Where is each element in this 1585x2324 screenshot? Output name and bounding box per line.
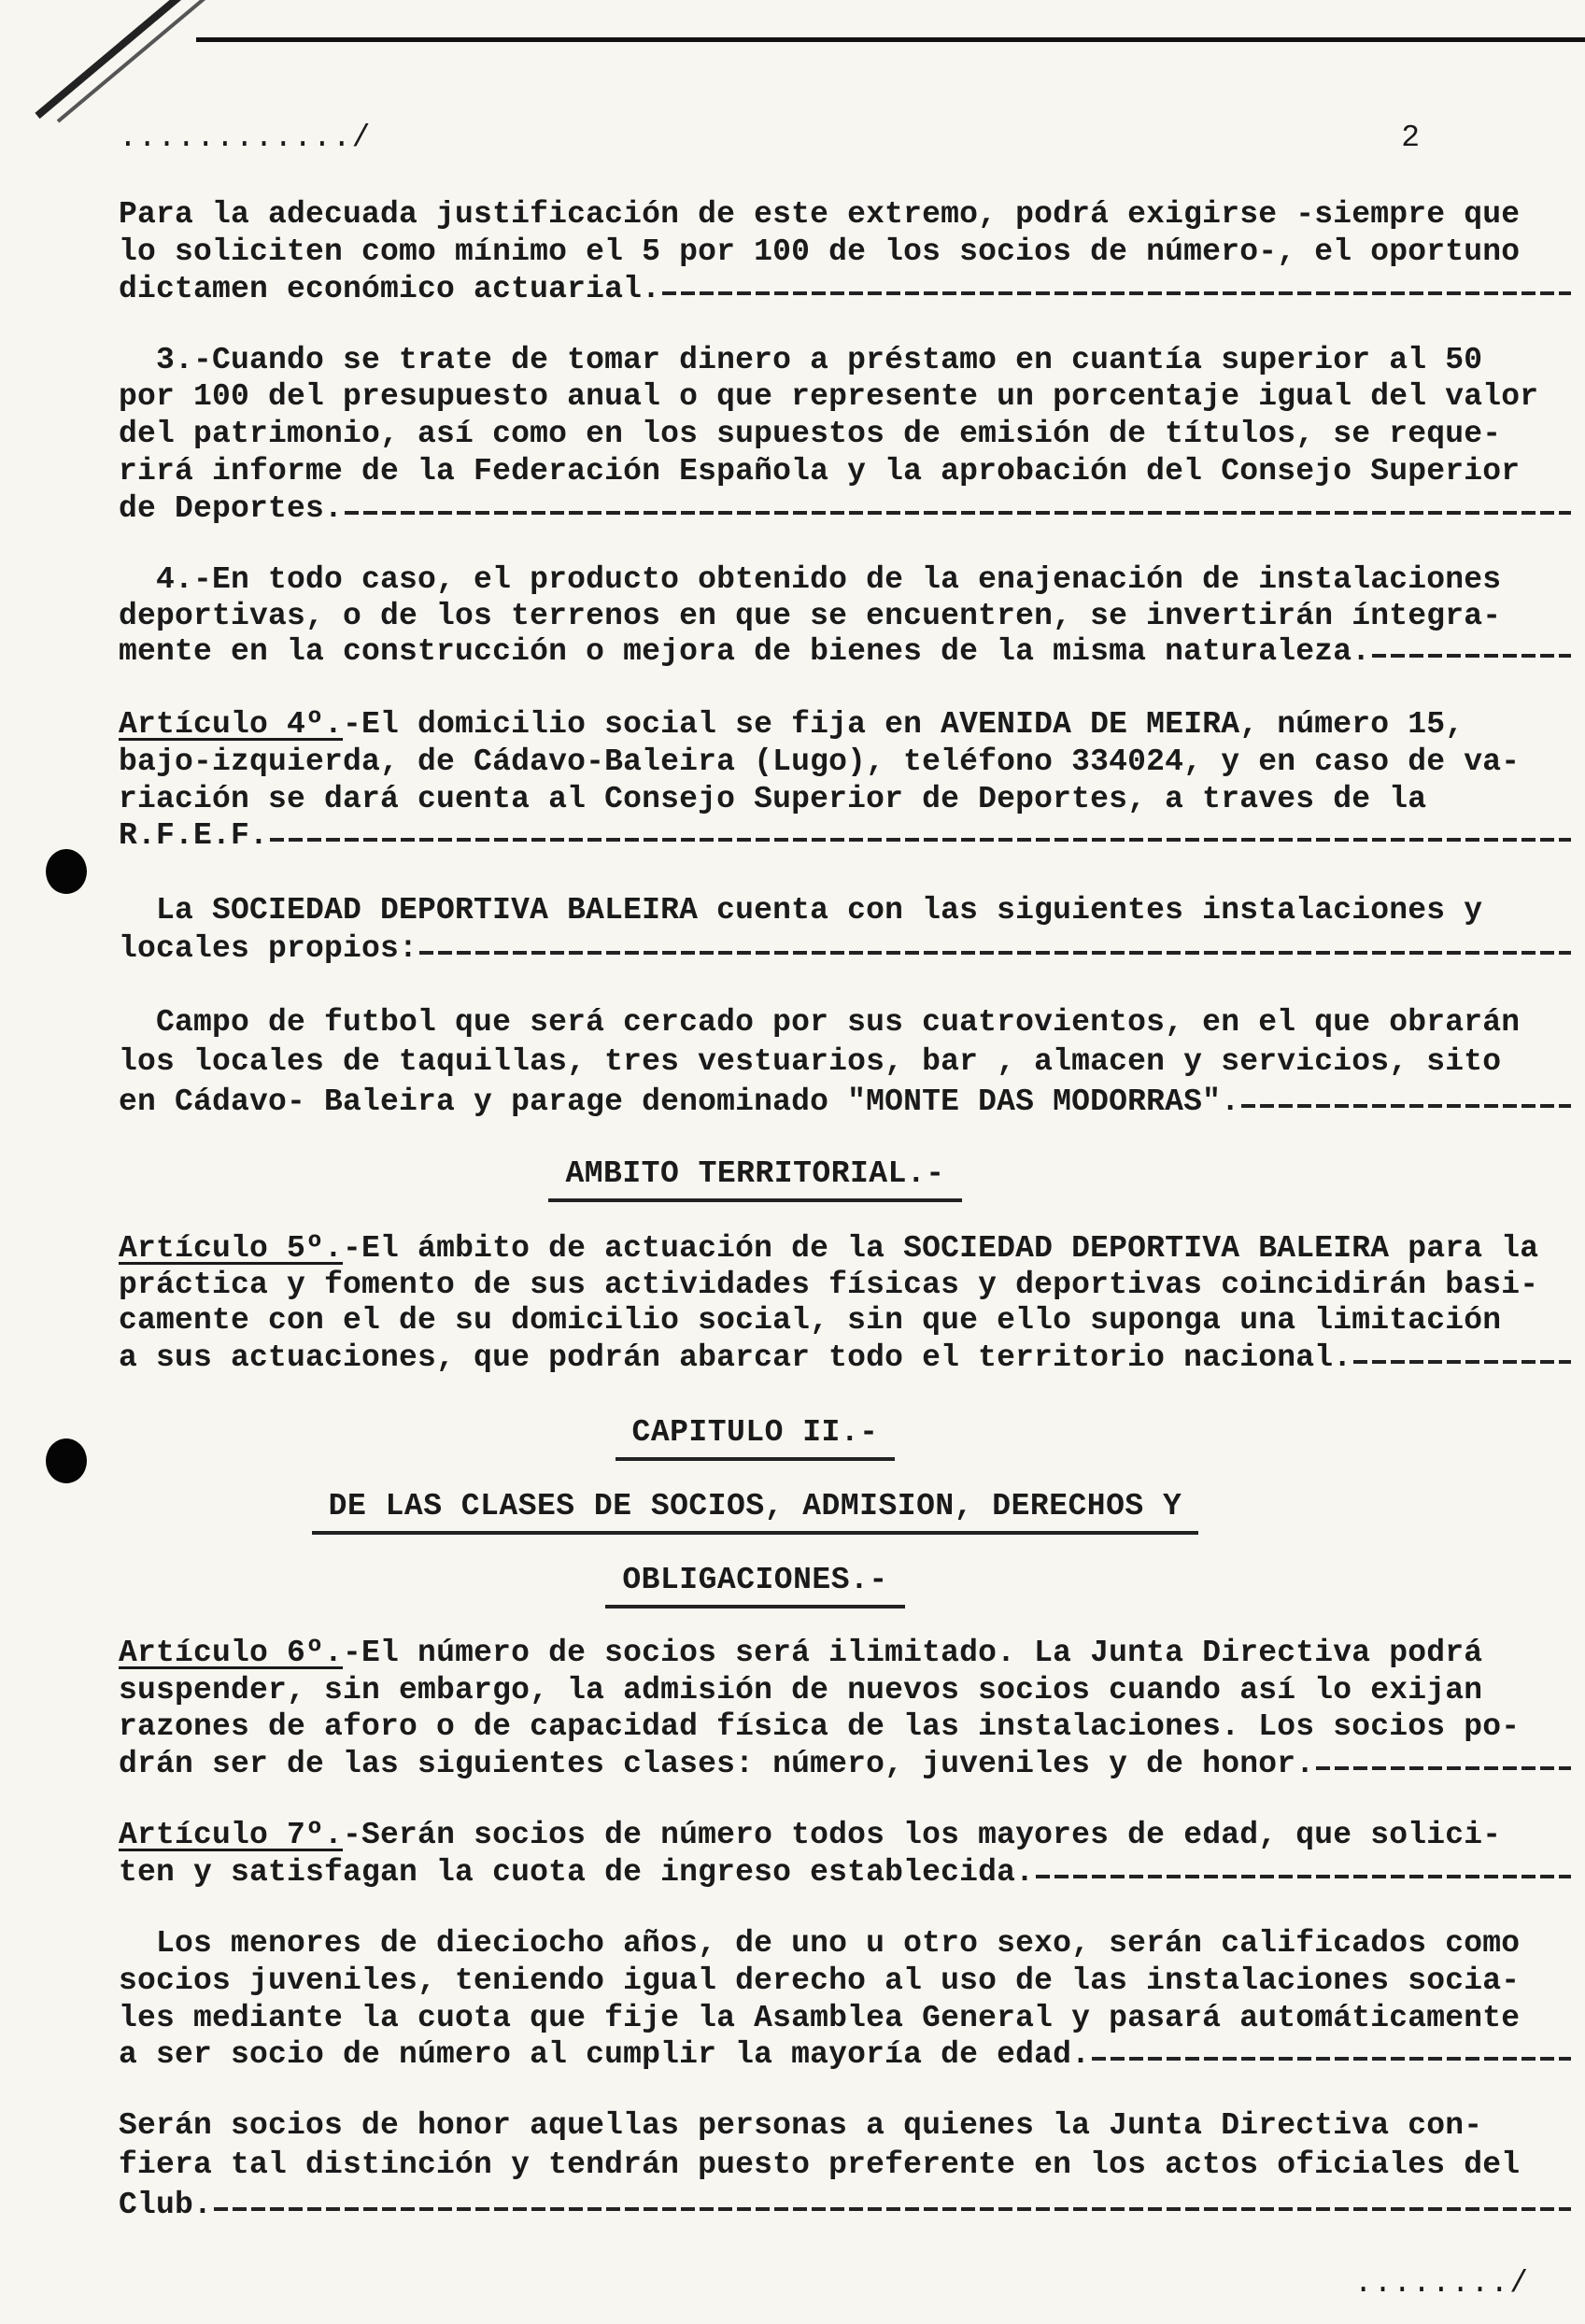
- text-line: [119, 817, 1571, 855]
- line-text: dictamen económico actuarial.: [119, 272, 661, 306]
- line-text: La SOCIEDAD DEPORTIVA BALEIRA cuenta con las siguientes instalaciones y: [119, 893, 1483, 928]
- line-text: -El domicilio social se fija en AVENIDA DE MEIRA, número 15,: [343, 707, 1465, 742]
- line-text: R.F.E.F.: [119, 818, 269, 853]
- page-border-line: [196, 37, 1585, 42]
- text-line: [119, 1084, 1571, 1121]
- article-label: Artículo 7º.: [119, 1818, 344, 1852]
- text-line: [119, 416, 1571, 453]
- heading-clases: [0, 1488, 1510, 1535]
- line-text: rirá informe de la Federación Española y la aprobación del Consejo Superior: [119, 454, 1521, 489]
- text-line: [119, 1854, 1571, 1892]
- text-line: [119, 930, 1571, 968]
- line-text: -El ámbito de actuación de la SOCIEDAD DEPORTIVA BALEIRA para la: [343, 1231, 1539, 1266]
- line-text: Club.: [119, 2188, 213, 2222]
- line-text: -Serán socios de número todos los mayores de edad, que solici-: [343, 1818, 1502, 1852]
- text-line: [119, 1635, 1571, 1672]
- article-label: Artículo 6º.: [119, 1636, 344, 1670]
- text-line: [119, 1925, 1571, 1963]
- text-line: [119, 490, 1571, 528]
- heading-text: DE LAS CLASES DE SOCIOS, ADMISION, DERECHOS Y: [312, 1488, 1199, 1535]
- folded-corner-mark: [57, 0, 217, 123]
- text-line: [119, 1672, 1571, 1709]
- line-text: a sus actuaciones, que podrán abarcar todo el territorio nacional.: [119, 1340, 1352, 1375]
- text-line: [119, 1708, 1571, 1746]
- dash-filler: [1353, 1360, 1571, 1364]
- line-text: deportivas, o de los terrenos en que se encuentren, se invertirán íntegra-: [119, 599, 1502, 633]
- text-line: [119, 2036, 1571, 2074]
- text-line: [119, 234, 1571, 271]
- line-text: Para la adecuada justificación de este extremo, podrá exigirse -siempre que: [119, 197, 1521, 232]
- line-text: locales propios:: [119, 931, 418, 966]
- text-line: [119, 781, 1571, 818]
- line-text: por 100 del presupuesto anual o que represente un porcentaje igual del valor: [119, 379, 1539, 414]
- text-line: [119, 1267, 1571, 1304]
- line-text: mente en la construcción o mejora de bienes de la misma naturaleza.: [119, 634, 1371, 669]
- line-text: riación se dará cuenta al Consejo Superior de Deportes, a traves de la: [119, 782, 1427, 816]
- line-text: Serán socios de honor aquellas personas a quienes la Junta Directiva con-: [119, 2108, 1483, 2143]
- dash-filler: [1316, 1766, 1571, 1770]
- text-line: [119, 561, 1571, 599]
- dash-filler: [214, 2207, 1571, 2211]
- line-text: en Cádavo- Baleira y parage denominado "MONTE DAS MODORRAS".: [119, 1084, 1240, 1119]
- continuation-mark: ............/: [119, 120, 372, 155]
- text-line: [119, 1004, 1571, 1042]
- line-text: drán ser de las siguientes clases: número, juveniles y de honor.: [119, 1747, 1315, 1781]
- line-text: del patrimonio, así como en los supuestos de emisión de títulos, se reque-: [119, 417, 1502, 451]
- heading-capitulo: [0, 1414, 1510, 1461]
- text-line: [119, 196, 1571, 234]
- dash-filler: [1241, 1104, 1571, 1108]
- text-line: [119, 744, 1571, 781]
- folded-corner-mark: [35, 0, 211, 119]
- dash-filler: [662, 291, 1571, 295]
- dash-filler: [345, 511, 1571, 515]
- text-line: [119, 1339, 1571, 1377]
- dash-filler: [1036, 1875, 1571, 1878]
- text-line: [119, 2000, 1571, 2037]
- dash-filler: [419, 951, 1571, 955]
- text-line: [119, 892, 1571, 929]
- text-line: [119, 378, 1571, 416]
- text-line: [119, 1043, 1571, 1081]
- line-text: ten y satisfagan la cuota de ingreso establecida.: [119, 1855, 1035, 1890]
- text-line: [119, 706, 1571, 744]
- line-text: 4.-En todo caso, el producto obtenido de la enajenación de instalaciones: [119, 562, 1502, 597]
- heading-text: CAPITULO II.-: [616, 1414, 896, 1461]
- footer-continuation-mark: ......../: [1353, 2266, 1529, 2301]
- text-line: [119, 1963, 1571, 2000]
- line-text: los locales de taquillas, tres vestuarios, bar , almacen y servicios, sito: [119, 1044, 1502, 1079]
- page-number: 2: [1401, 120, 1420, 155]
- text-line: [119, 2147, 1571, 2184]
- heading-text: AMBITO TERRITORIAL.-: [548, 1155, 961, 1202]
- text-line: [119, 1746, 1571, 1783]
- text-line: [119, 1817, 1571, 1854]
- article-label: Artículo 5º.: [119, 1231, 344, 1266]
- line-text: socios juveniles, teniendo igual derecho al uso de las instalaciones socia-: [119, 1963, 1521, 1998]
- text-line: [119, 342, 1571, 379]
- dash-filler: [1372, 654, 1571, 658]
- text-line: [119, 598, 1571, 635]
- text-line: [119, 271, 1571, 308]
- line-text: camente con el de su domicilio social, sin que ello suponga una limitación: [119, 1303, 1502, 1338]
- line-text: Campo de futbol que será cercado por sus cuatrovientos, en el que obrarán: [119, 1005, 1521, 1040]
- article-label: Artículo 4º.: [119, 707, 344, 742]
- text-line: [119, 2187, 1571, 2224]
- line-text: razones de aforo o de capacidad física de las instalaciones. Los socios po-: [119, 1709, 1521, 1744]
- line-text: Los menores de dieciocho años, de uno u otro sexo, serán calificados como: [119, 1926, 1521, 1961]
- punch-hole: [46, 849, 87, 894]
- line-text: fiera tal distinción y tendrán puesto preferente en los actos oficiales del: [119, 2147, 1521, 2182]
- text-line: [119, 1230, 1571, 1268]
- text-line: [119, 1302, 1571, 1339]
- dash-filler: [1092, 2057, 1571, 2061]
- line-text: práctica y fomento de sus actividades físicas y deportivas coincidirán basi-: [119, 1268, 1539, 1302]
- text-line: [119, 633, 1571, 671]
- dash-filler: [270, 838, 1571, 842]
- line-text: les mediante la cuota que fije la Asamblea General y pasará automáticamente: [119, 2001, 1521, 2035]
- text-line: [119, 2107, 1571, 2145]
- line-text: a ser socio de número al cumplir la mayoría de edad.: [119, 2037, 1091, 2072]
- line-text: de Deportes.: [119, 491, 344, 526]
- line-text: lo soliciten como mínimo el 5 por 100 de los socios de número-, el oportuno: [119, 234, 1521, 269]
- heading-obligaciones: [0, 1562, 1510, 1608]
- line-text: -El número de socios será ilimitado. La Junta Directiva podrá: [343, 1636, 1483, 1670]
- text-line: [119, 453, 1571, 490]
- line-text: suspender, sin embargo, la admisión de nuevos socios cuando así lo exijan: [119, 1673, 1483, 1708]
- line-text: bajo-izquierda, de Cádavo-Baleira (Lugo), teléfono 334024, y en caso de va-: [119, 744, 1521, 779]
- heading-ambito: [0, 1155, 1510, 1202]
- line-text: 3.-Cuando se trate de tomar dinero a préstamo en cuantía superior al 50: [119, 343, 1483, 377]
- heading-text: OBLIGACIONES.-: [605, 1562, 904, 1608]
